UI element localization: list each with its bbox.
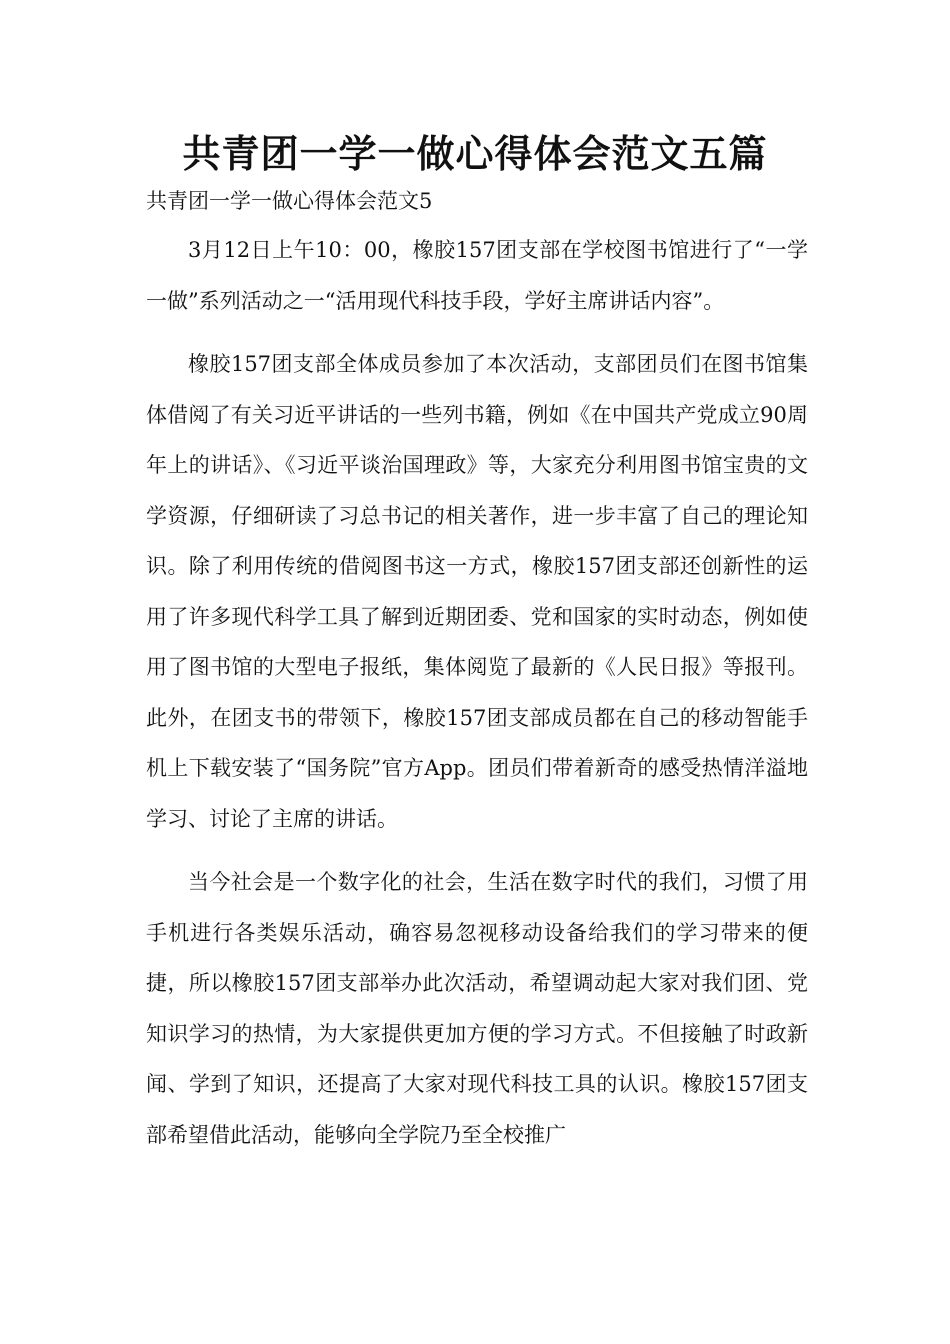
document-subtitle: 共青团一学一做心得体会范文5 (146, 189, 433, 213)
paragraph-3: 当今社会是一个数字化的社会，生活在数字时代的我们，习惯了用手机进行各类娱乐活动，确容易忽视移动设备给我们的学习带来的便捷，所以橡胶157团支部举办此次活动，希望调动起大家对我们团、党知识学习的热情，为大家提供更加方便的学习方式。不但接触了时政新闻、学到了知识，还提高了大家对现代科技工具的认识。橡胶157团支部希望借此活动，能够向全学院乃至全校推广 (146, 870, 808, 1147)
paragraph-2: 橡胶157团支部全体成员参加了本次活动，支部团员们在图书馆集体借阅了有关习近平讲话的一些列书籍，例如《在中国共产党成立90周年上的讲话》、《习近平谈治国理政》等，大家充分利用图书馆宝贵的文学资源，仔细研读了习总书记的相关著作，进一步丰富了自己的理论知识。除了利用传统的借阅图书这一方式，橡胶157团支部还创新性的运用了许多现代科学工具了解到近期团委、党和国家的实时动态，例如使用了图书馆的大型电子报纸，集体阅览了最新的《人民日报》等报刊。此外，在团支书的带领下，橡胶157团支部成员都在自己的移动智能手机上下载安装了“国务院”官方App。团员们带着新奇的感受热情洋溢地学习、讨论了主席的讲话。 (146, 352, 808, 831)
document-body (146, 180, 808, 1173)
document-title: 共青团一学一做心得体会范文五篇 (182, 132, 768, 176)
paragraph-1: 3月12日上午10：00，橡胶157团支部在学校图书馆进行了“一学一做”系列活动之一“活用现代科技手段，学好主席讲话内容”。 (146, 238, 808, 313)
